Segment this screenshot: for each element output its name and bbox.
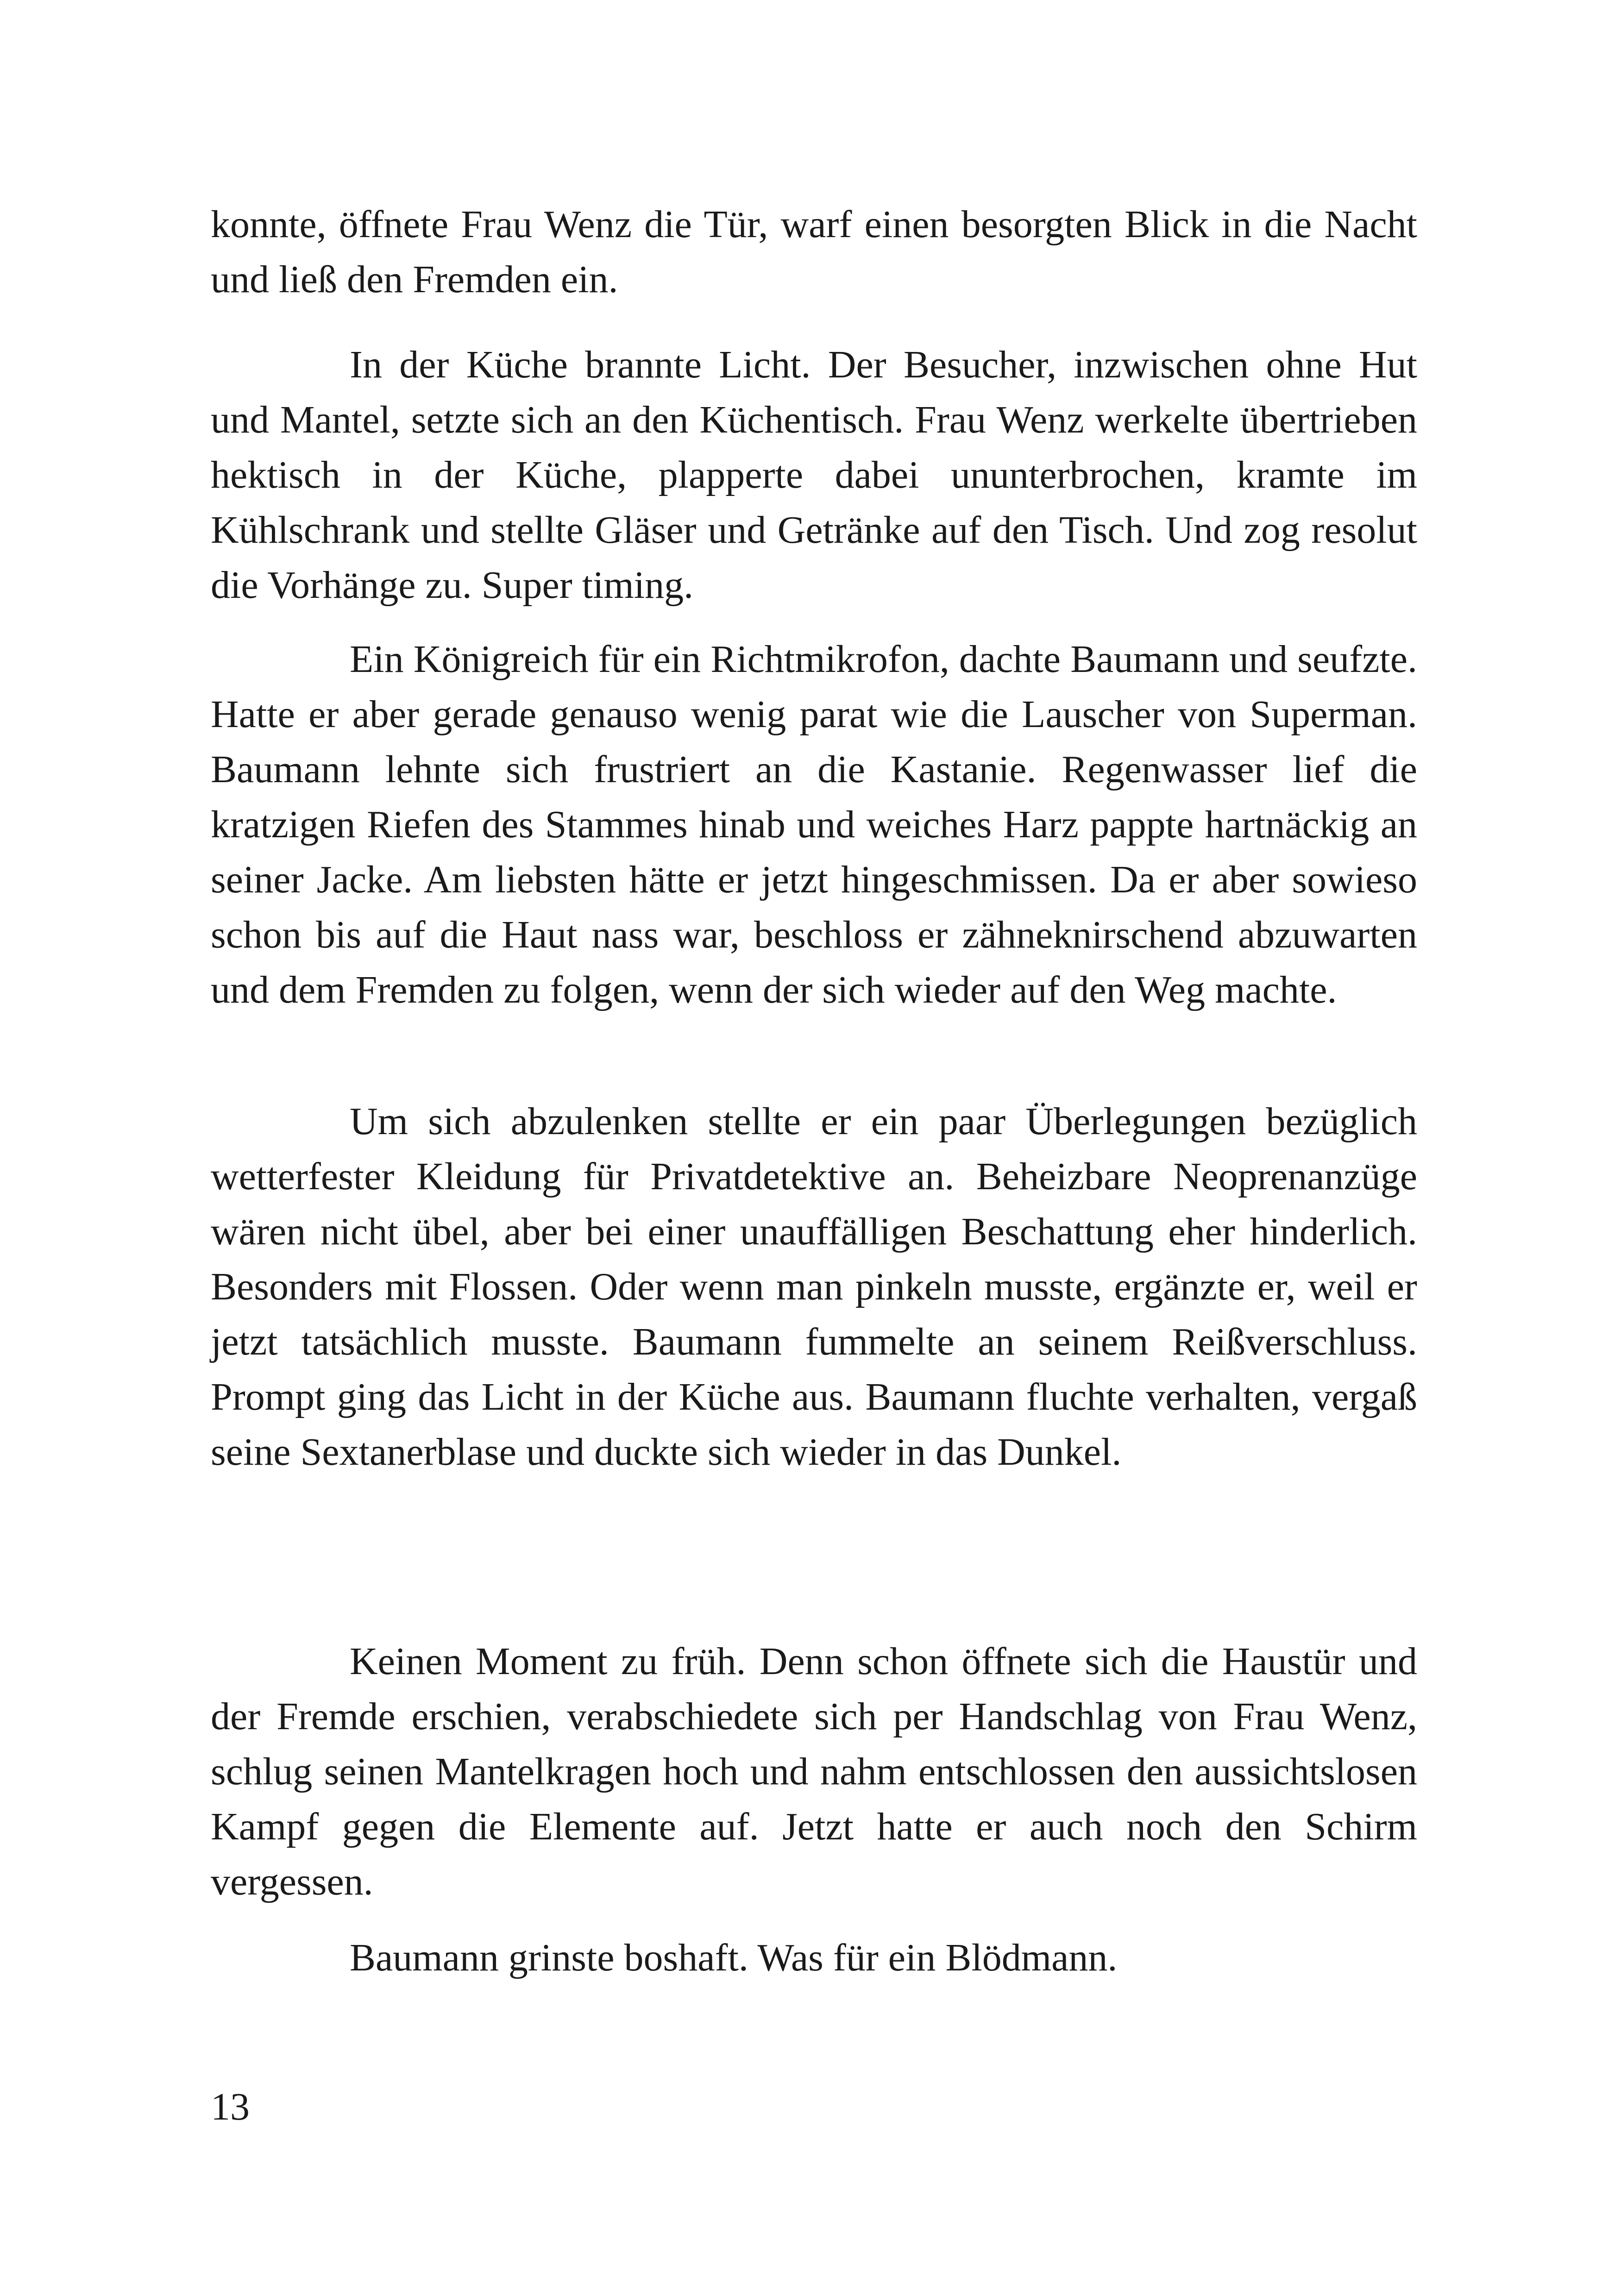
paragraph-3: Ein Königreich für ein Richtmikrofon, dachte Baumann und seufzte. Hatte er aber gerade genauso wenig parat wie die Lauscher von Superman. Baumann lehnte sich frustriert an die Kastanie. Regenwasser lief die kratzigen Riefen des Stammes hinab und weiches Harz pappte hartnäckig an seiner Jacke. Am liebsten hätte er jetzt hingeschmissen. Da er aber sowieso schon bis auf die Haut nass war, beschloss er zähneknirschend abzuwarten und dem Fremden zu folgen, wenn der sich wieder auf den Weg machte.: [211, 638, 1417, 1011]
page-number: 13: [211, 2085, 250, 2128]
paragraph-6: Baumann grinste boshaft. Was für ein Blödmann.: [350, 1936, 1118, 1979]
paragraph-4: Um sich abzulenken stellte er ein paar Überlegungen bezüglich wetterfester Kleidung für Privatdetektive an. Beheizbare Neoprenanzüge wären nicht übel, aber bei einer unauffälligen Beschattung eher hinderlich. Besonders mit Flossen. Oder wenn man pinkeln musste, ergänzte er, weil er jetzt tatsächlich musste. Baumann fummelte an seinem Reißverschluss. Prompt ging das Licht in der Küche aus. Baumann fluchte verhalten, vergaß seine Sextanerblase und duckte sich wieder in das Dunkel.: [211, 1100, 1417, 1474]
paragraph-5: Keinen Moment zu früh. Denn schon öffnete sich die Haustür und der Fremde erschien, verabschiedete sich per Handschlag von Frau Wenz, schlug seinen Mantelkragen hoch und nahm entschlossen den aussichtslosen Kampf gegen die Elemente auf. Jetzt hatte er auch noch den Schirm vergessen.: [211, 1640, 1417, 1903]
paragraph-2: In der Küche brannte Licht. Der Besucher, inzwischen ohne Hut und Mantel, setzte sich an den Küchentisch. Frau Wenz werkelte übertrieben hektisch in der Küche, plapperte dabei ununterbrochen, kramte im Kühlschrank und stellte Gläser und Getränke auf den Tisch. Und zog resolut die Vorhänge zu. Super timing.: [211, 343, 1417, 607]
paragraph-1: konnte, öffnete Frau Wenz die Tür, warf einen besorgten Blick in die Nacht und ließ den Fremden ein.: [211, 203, 1417, 301]
